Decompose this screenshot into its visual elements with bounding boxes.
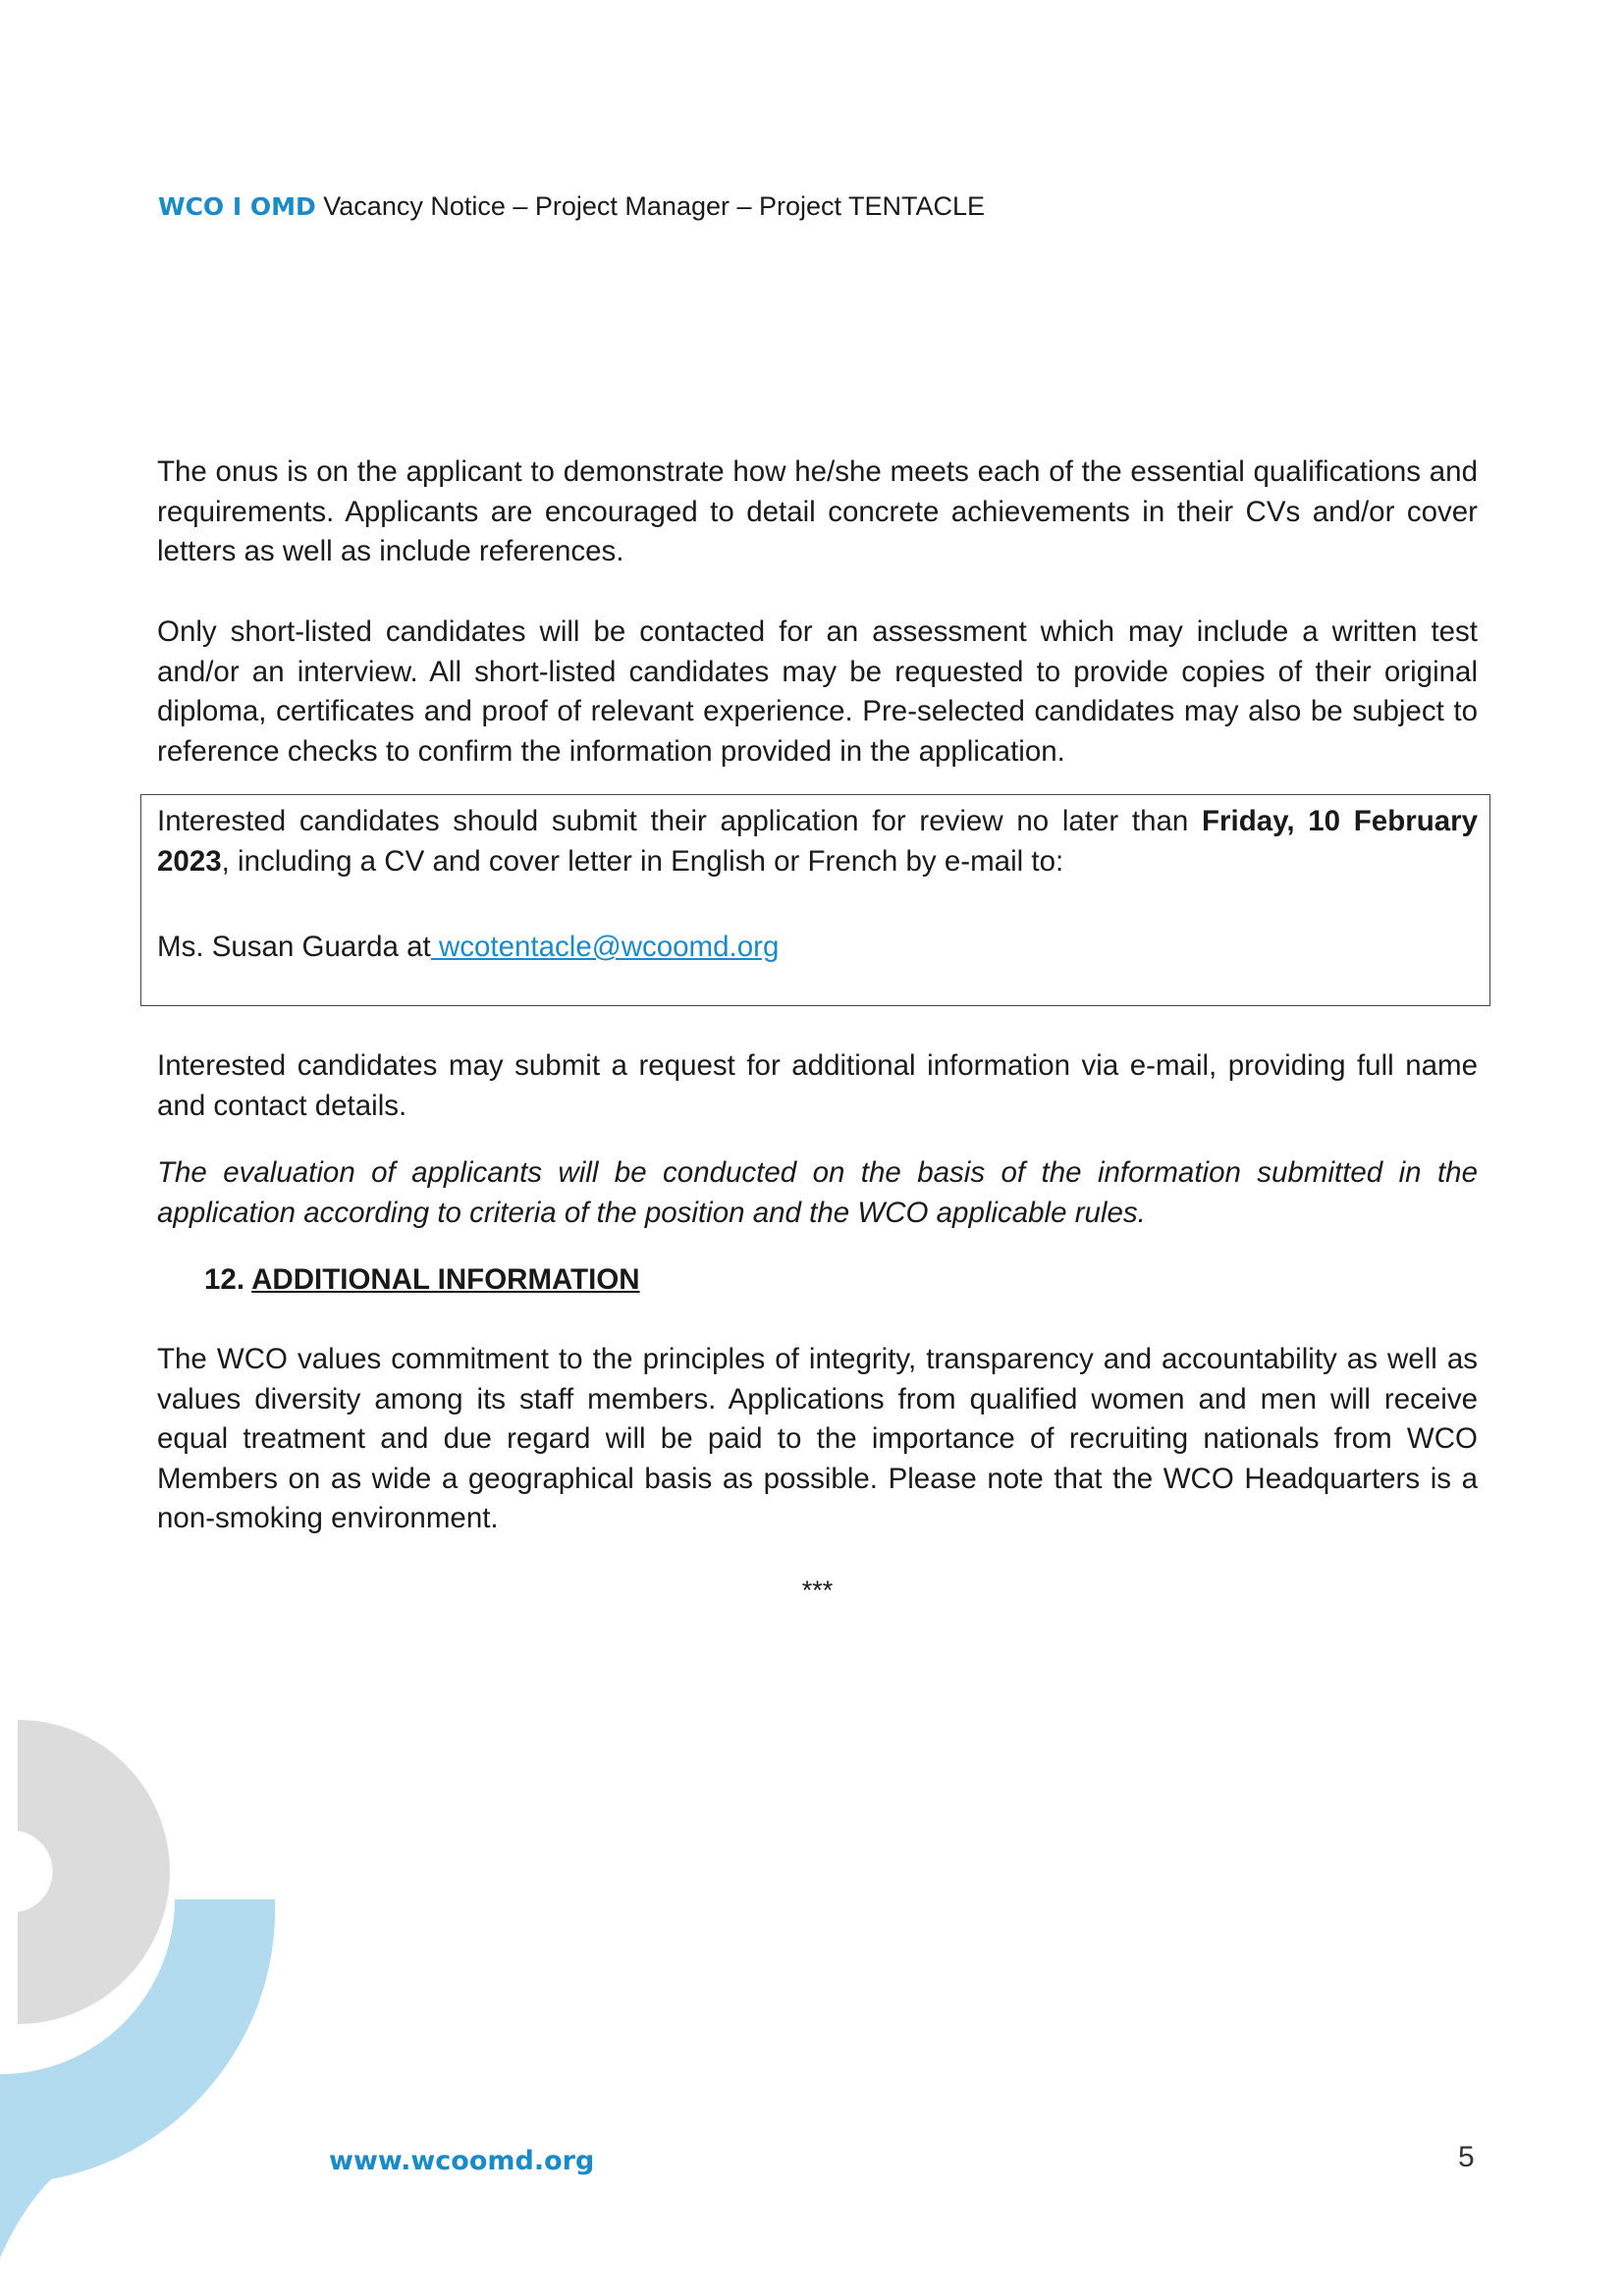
section-title: ADDITIONAL INFORMATION bbox=[251, 1263, 640, 1296]
header-title: Vacancy Notice – Project Manager – Project TENTACLE bbox=[315, 191, 986, 221]
paragraph-request: Interested candidates may submit a request for additional information via e-mail, providing full name and contact details. bbox=[157, 1049, 1478, 1122]
wco-logo-arcs-decoration bbox=[0, 1708, 295, 2258]
contact-prefix: Ms. Susan Guarda at bbox=[157, 931, 431, 963]
paragraph-shortlist: Only short-listed candidates will be contacted for an assessment which may include a written test and/or an interview. All short-listed candidates may be requested to provide copies of their original diploma, certificates and proof of relevant experience. Pre-selected candidates may also be subject to reference checks to confirm the information provided in the application. bbox=[157, 615, 1478, 768]
page-number: 5 bbox=[1458, 2141, 1475, 2173]
application-box bbox=[140, 794, 1490, 1006]
section-heading bbox=[204, 1263, 640, 1297]
page-header bbox=[158, 191, 985, 222]
section-number: 12. bbox=[204, 1263, 245, 1296]
contact-email-link[interactable]: wcotentacle@wcoomd.org bbox=[430, 931, 780, 963]
paragraph-evaluation: The evaluation of applicants will be conducted on the basis of the information submitted in the application according to criteria of the position and the WCO applicable rules. bbox=[157, 1156, 1478, 1229]
application-text-before: Interested candidates should submit their application for review no later than bbox=[157, 805, 1203, 837]
footer-url[interactable]: www.wcoomd.org bbox=[329, 2146, 595, 2176]
application-contact bbox=[157, 928, 779, 968]
paragraph-values: The WCO values commitment to the principles of integrity, transparency and accountability as well as values diversity among its staff members. Applications from qualified women and men will receive equal treatment and due regard will be paid to the importance of recruiting nationals from WCO Members on as wide a geographical basis as possible. Please note that the WCO Headquarters is a non-smoking environment. bbox=[157, 1343, 1478, 1534]
separator: *** bbox=[801, 1575, 834, 1605]
application-instructions bbox=[157, 802, 1478, 881]
application-deadline: Friday, 10 February 2023 bbox=[157, 805, 1479, 878]
application-text-after: , including a CV and cover letter in English or French by e-mail to: bbox=[221, 844, 1064, 878]
header-brand: WCO I OMD bbox=[158, 192, 316, 221]
grey-arc bbox=[18, 1720, 170, 2024]
paragraph-onus: The onus is on the applicant to demonstrate how he/she meets each of the essential qualifications and requirements. Applicants are encouraged to detail concrete achievements in their CVs and/or cover letters as well as include references. bbox=[157, 455, 1478, 567]
